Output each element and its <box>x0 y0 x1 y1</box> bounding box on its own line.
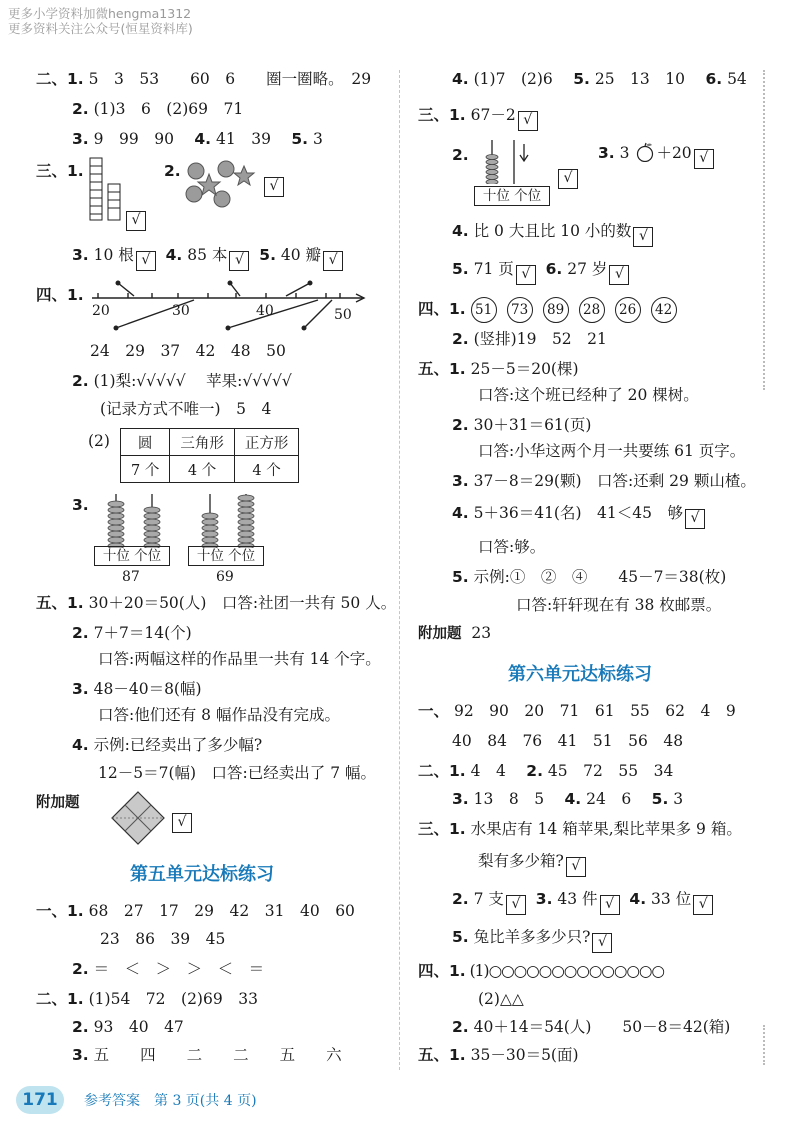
unit-6-title: 第六单元达标练习 <box>508 664 652 685</box>
unit6-answer-3-1: 三、1. 水果店有 14 箱苹果,梨比苹果多 9 箱。 <box>418 820 742 838</box>
check-box: √ <box>685 509 705 529</box>
check-box: √ <box>556 164 578 189</box>
r-answer-3-1: 三、1. 67－2 √ <box>418 104 538 131</box>
shapes-figure <box>182 160 262 210</box>
check-box: √ <box>516 265 536 285</box>
abacus-place-label: 十位 个位 <box>94 546 170 566</box>
answer-2-2: 2. (1)3 6 (2)69 71 <box>72 100 244 118</box>
r-extra-question: 附加题 23 <box>418 624 492 642</box>
answer-5-3-reply: 口答:他们还有 8 幅作品没有完成。 <box>98 706 340 724</box>
abacus-value: 69 <box>216 569 234 585</box>
r-answer-5-2-reply: 口答:小华这两个月一共要练 61 页字。 <box>478 442 746 460</box>
unit6-answer-3-2: 2. 7 支 √ 3. 43 件 √ 4. 33 位 √ <box>452 888 713 915</box>
answer-5-4-reply: 12－5＝7(幅) 口答:已经卖出了 7 幅。 <box>98 764 376 782</box>
check-box: √ <box>506 895 526 915</box>
answer-5-4: 4. 示例:已经卖出了多少幅? <box>72 736 263 754</box>
tick-20: 20 <box>92 303 110 319</box>
check-box: √ <box>592 933 612 953</box>
answer-3-1: 三、1. <box>36 162 84 180</box>
watermark <box>8 6 193 36</box>
unit5-answer-2-3: 3. 五 四 二 二 五 六 <box>72 1046 342 1064</box>
answer-4-2: 2. (1)梨:√√√√√ 苹果:√√√√√ <box>72 372 292 390</box>
unit6-answer-1: 一、 92 90 20 71 61 55 62 4 9 <box>418 702 736 720</box>
abacus-figure <box>480 140 540 184</box>
check-box: √ <box>518 111 538 131</box>
answer-5-3: 3. 48－40＝8(幅) <box>72 680 202 698</box>
unit5-answer-1-1b: 23 86 39 45 <box>100 930 226 948</box>
check-box: √ <box>124 206 146 231</box>
unit6-answer-1b: 40 84 76 41 51 56 48 <box>452 732 684 750</box>
check-box: √ <box>229 251 249 271</box>
unit-5-title: 第五单元达标练习 <box>130 864 274 885</box>
page-number: 171 <box>16 1086 64 1114</box>
r-answer-5-5: 5. 示例:① ② ④ 45－7＝38(枚) <box>452 568 727 586</box>
margin-dots-top <box>763 70 765 390</box>
page-footer <box>0 1082 800 1132</box>
unit6-answer-4-2: 2. 40＋14＝54(人) 50－8＝42(箱) <box>452 1018 731 1036</box>
unit6-answer-3-5: 5. 兔比羊多多少只? √ <box>452 926 612 953</box>
circled-number: 51 <box>471 297 497 323</box>
answer-4-3: 3. <box>72 496 89 514</box>
r-answer-3-2: 2. <box>452 146 469 164</box>
unit5-answer-2-1: 二、1. (1)54 72 (2)69 33 <box>36 990 258 1008</box>
r-answer-3-3: 3. 3 ＋20 √ <box>598 142 714 169</box>
answer-3-3: 3. 10 根 √ 4. 85 本 √ 5. 40 瓣 √ <box>72 244 343 271</box>
abacus-place-label: 十位 个位 <box>474 186 550 206</box>
abacus-value: 87 <box>122 569 140 585</box>
column-divider <box>399 70 400 1070</box>
r-answer-5-2: 2. 30＋31＝61(页) <box>452 416 592 434</box>
abacus-69 <box>190 494 270 548</box>
r-answer-5-4-reply: 口答:够。 <box>478 538 546 556</box>
apple-icon <box>634 142 656 162</box>
circled-number: 26 <box>615 297 641 323</box>
shape-count-table <box>120 428 299 483</box>
check-box: √ <box>262 172 284 197</box>
table-header-cell: 正方形 <box>234 429 299 456</box>
unit6-answer-2-3: 3. 13 8 5 4. 24 6 5. 3 <box>452 790 684 808</box>
tick-40: 40 <box>256 303 274 319</box>
check-box: √ <box>170 808 192 833</box>
answer-5-2: 2. 7＋7＝14(个) <box>72 624 192 642</box>
circled-number: 28 <box>579 297 605 323</box>
watermark-line-2: 更多资料关注公众号(恒星资料库) <box>8 21 193 36</box>
abacus-87 <box>96 494 176 548</box>
check-box: √ <box>609 265 629 285</box>
footer-caption: 参考答案 第 3 页(共 4 页) <box>84 1093 257 1109</box>
check-box: √ <box>136 251 156 271</box>
margin-dots-bottom <box>763 1025 765 1065</box>
circled-number: 89 <box>543 297 569 323</box>
unit6-answer-4-1: 四、1. (1)○○○○○○○○○○○○○○ <box>418 962 664 980</box>
watermark-line-1: 更多小学资料加微hengma1312 <box>8 6 192 21</box>
table-header-cell: 圆 <box>121 429 170 456</box>
answer-2-3: 3. 9 99 90 4. 41 39 5. 3 <box>72 130 323 148</box>
folded-paper-figure <box>110 790 168 848</box>
number-line-answers: 24 29 37 42 48 50 <box>90 342 286 360</box>
r-answer-4-2: 2. (竖排)19 52 21 <box>452 330 607 348</box>
r-answer-4-1: 四、1. 51 73 89 28 26 42 <box>418 296 687 323</box>
table-cell: 4 个 <box>170 456 235 483</box>
r-answer-5-1: 五、1. 25－5＝20(棵) <box>418 360 579 378</box>
answer-5-1: 五、1. 30＋20＝50(人) 口答:社团一共有 50 人。 <box>36 594 397 612</box>
unit6-answer-2-1: 二、1. 4 4 2. 45 72 55 34 <box>418 762 674 780</box>
r-answer-5-5-reply: 口答:轩轩现在有 38 枚邮票。 <box>516 596 722 614</box>
answer-3-2: 2. <box>164 162 181 180</box>
check-box: √ <box>566 857 586 877</box>
answer-2-1: 二、1. 5 3 53 60 6 圈一圈略。 29 <box>36 70 372 88</box>
circled-number: 73 <box>507 297 533 323</box>
table-cell: 7 个 <box>121 456 170 483</box>
answer-5-2-reply: 口答:两幅这样的作品里一共有 14 个字。 <box>98 650 381 668</box>
r-answer-3-4: 4. 比 0 大且比 10 小的数 √ <box>452 220 653 247</box>
table-header-cell: 三角形 <box>170 429 235 456</box>
check-box: √ <box>633 227 653 247</box>
r-answer-3-5: 5. 71 页 √ 6. 27 岁 √ <box>452 258 629 285</box>
check-box: √ <box>693 895 713 915</box>
table-prefix: (2) <box>88 432 110 450</box>
table-cell: 4 个 <box>234 456 299 483</box>
check-box: √ <box>694 149 714 169</box>
r-answer-5-4: 4. 5＋36＝41(名) 41＜45 够 √ <box>452 502 705 529</box>
r-answer-4: 4. (1)7 (2)6 5. 25 13 10 6. 54 <box>452 70 747 88</box>
unit6-answer-3-1b: 梨有多少箱? √ <box>478 850 586 877</box>
abacus-place-label: 十位 个位 <box>188 546 264 566</box>
tick-50: 50 <box>334 307 352 323</box>
unit5-answer-1-2: 2. ＝ ＜ ＞ ＞ ＜ ＝ <box>72 960 265 978</box>
extra-question-label: 附加题 <box>36 795 80 811</box>
unit5-answer-2-2: 2. 93 40 47 <box>72 1018 184 1036</box>
r-answer-5-1-reply: 口答:这个班已经种了 20 棵树。 <box>478 386 699 404</box>
unit6-answer-5-1: 五、1. 35－30＝5(面) <box>418 1046 579 1064</box>
circled-number: 42 <box>651 297 677 323</box>
unit5-answer-1-1: 一、1. 68 27 17 29 42 31 40 60 <box>36 902 355 920</box>
r-answer-5-3: 3. 37－8＝29(颗) 口答:还剩 29 颗山楂。 <box>452 472 756 490</box>
tick-30: 30 <box>172 303 190 319</box>
check-box: √ <box>600 895 620 915</box>
answer-4-1: 四、1. <box>36 286 84 304</box>
number-line-figure <box>90 278 370 338</box>
unit6-answer-4-1b: (2)△△ <box>478 990 524 1008</box>
check-box: √ <box>323 251 343 271</box>
answer-4-2-note: (记录方式不唯一) 5 4 <box>100 400 272 418</box>
